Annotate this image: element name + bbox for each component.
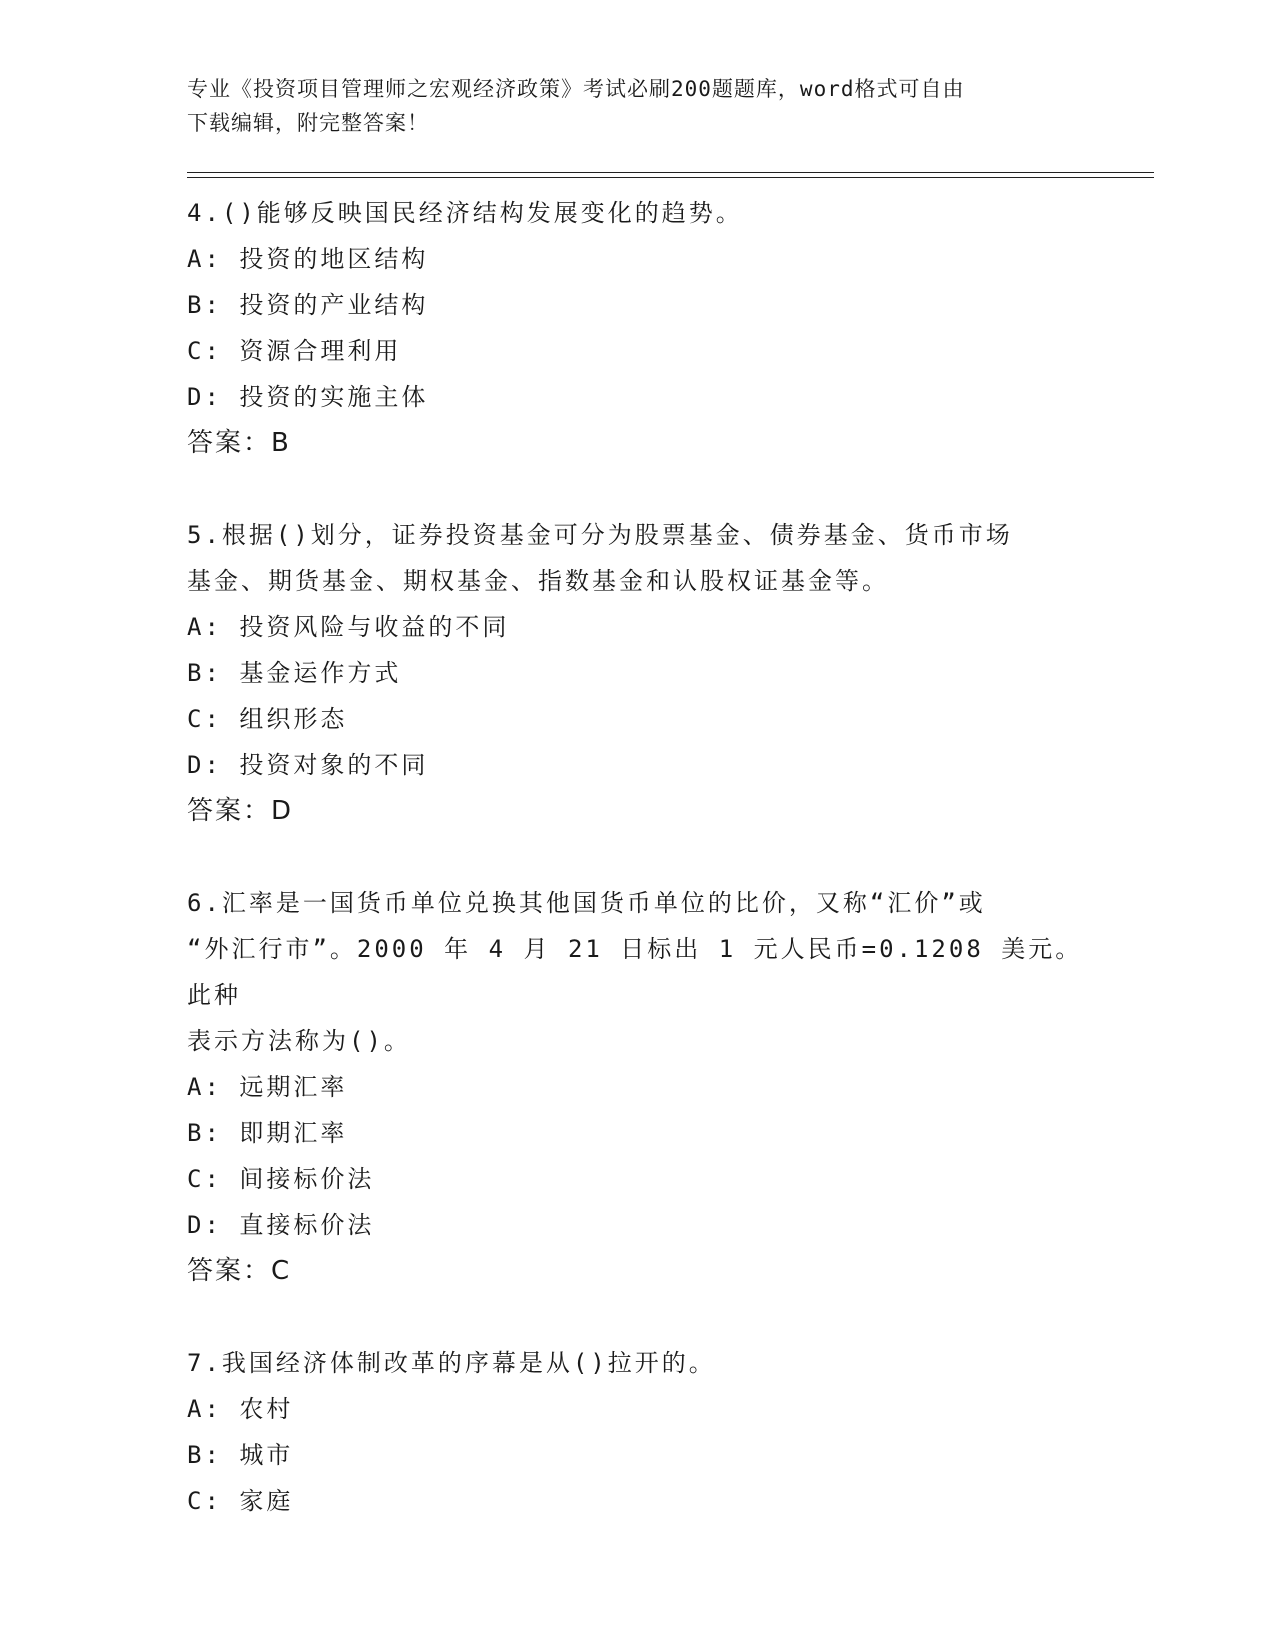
option-b: B: 城市 — [187, 1441, 294, 1469]
header-line-2: 下载编辑，附完整答案！ — [187, 111, 429, 135]
question-stem-line-2: 基金、期货基金、期权基金、指数基金和认股权证基金等。 — [187, 567, 889, 595]
question-stem-line-1: 5.根据()划分，证券投资基金可分为股票基金、债券基金、货币市场 — [187, 521, 1013, 549]
option-a: A: 投资的地区结构 — [187, 245, 429, 273]
question-stem-line-2: “外汇行市”。2000 年 4 月 21 日标出 1 元人民币=0.1208 美元。此种 — [187, 935, 1083, 1009]
question-4 — [187, 190, 1087, 466]
document-header — [187, 72, 1087, 140]
option-a: A: 远期汇率 — [187, 1073, 348, 1101]
option-d: D: 直接标价法 — [187, 1211, 375, 1239]
option-b: B: 基金运作方式 — [187, 659, 402, 687]
option-c: C: 组织形态 — [187, 705, 348, 733]
question-5 — [187, 512, 1087, 834]
answer-label: 答案：B — [187, 428, 291, 458]
question-stem: 4.()能够反映国民经济结构发展变化的趋势。 — [187, 199, 743, 227]
option-a: A: 农村 — [187, 1395, 294, 1423]
question-7 — [187, 1340, 1087, 1524]
header-line-1: 专业《投资项目管理师之宏观经济政策》考试必刷200题题库，word格式可自由 — [187, 77, 965, 101]
header-divider-bottom — [187, 177, 1154, 178]
question-stem-line-3: 表示方法称为()。 — [187, 1027, 411, 1055]
answer-label: 答案：C — [187, 1256, 292, 1286]
question-6 — [187, 880, 1087, 1294]
option-b: B: 投资的产业结构 — [187, 291, 429, 319]
answer-label: 答案：D — [187, 796, 294, 826]
option-c: C: 资源合理利用 — [187, 337, 402, 365]
question-stem: 7.我国经济体制改革的序幕是从()拉开的。 — [187, 1349, 716, 1377]
question-list — [187, 190, 1087, 1524]
question-stem-line-1: 6.汇率是一国货币单位兑换其他国货币单位的比价，又称“汇价”或 — [187, 889, 986, 917]
option-c: C: 间接标价法 — [187, 1165, 375, 1193]
option-d: D: 投资对象的不同 — [187, 751, 429, 779]
option-a: A: 投资风险与收益的不同 — [187, 613, 510, 641]
option-c: C: 家庭 — [187, 1487, 294, 1515]
header-divider-top — [187, 172, 1154, 173]
option-d: D: 投资的实施主体 — [187, 383, 429, 411]
option-b: B: 即期汇率 — [187, 1119, 348, 1147]
